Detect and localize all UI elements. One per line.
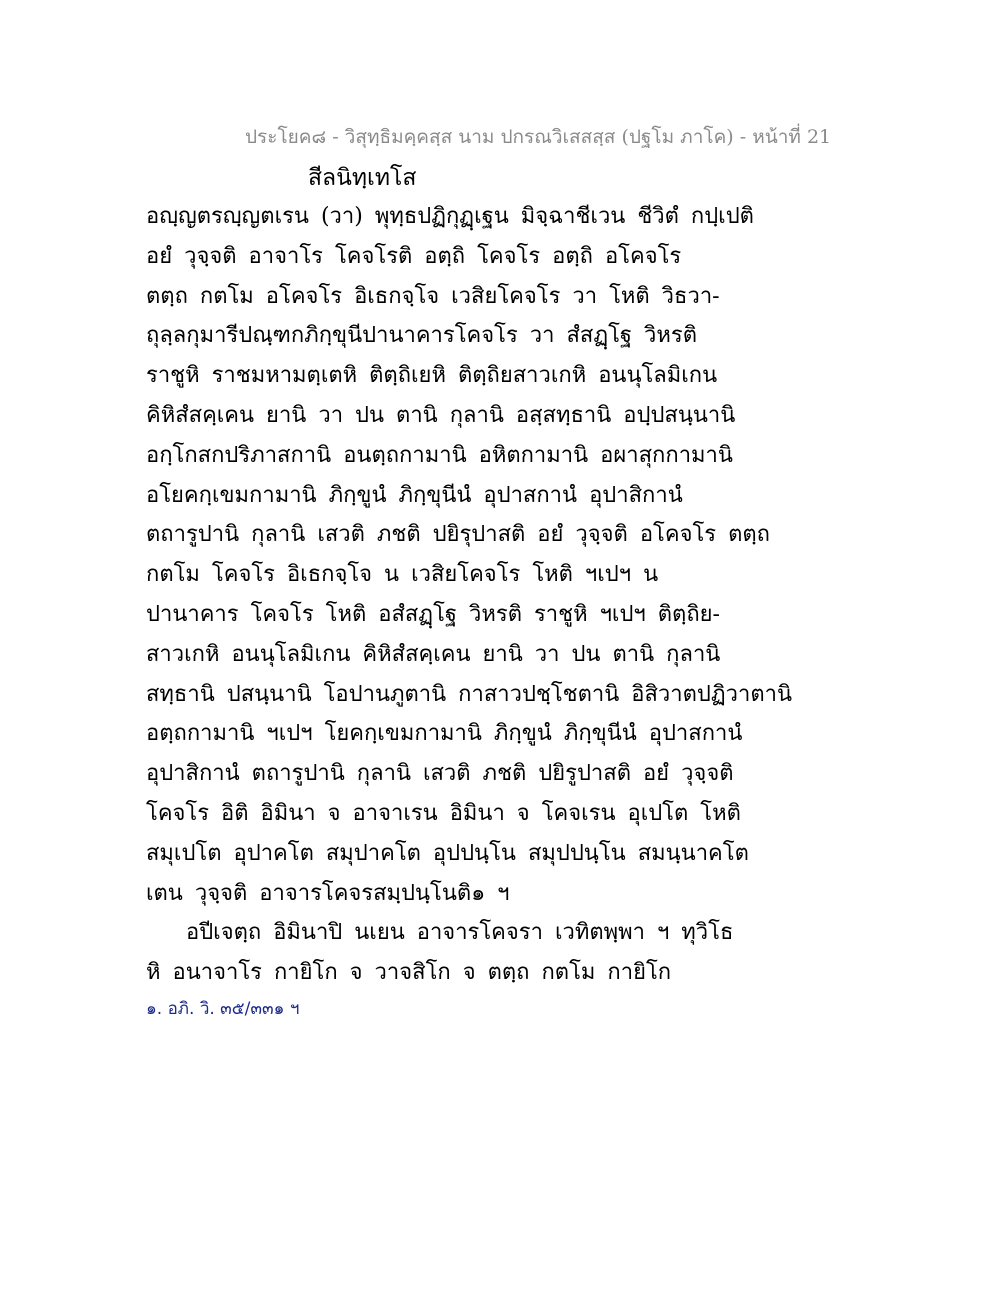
body-line: ถุลฺลกุมารีปณฺฑกภิกฺขุนีปานาคารโคจโร วา สํสฏฺโฐ วิหรติ xyxy=(146,323,698,349)
body-line: อโยคกฺเขมกามานิ ภิกฺขูนํ ภิกฺขุนีนํ อุปาสกานํ อุปาสิกานํ xyxy=(146,482,683,508)
body-line: อุปาสิกานํ ตถารูปานิ กุลานิ เสวติ ภชติ ปยิรูปาสติ อยํ วุจฺจติ xyxy=(146,761,734,787)
body-line: สทฺธานิ ปสนฺนานิ โอปานภูตานิ กาสาวปชฺโชตานิ อิสิวาตปฏิวาตานิ xyxy=(146,681,793,707)
body-line: ตตฺถ กตโม อโคจโร อิเธกจฺโจ เวสิยโคจโร วา โหติ วิธวา- xyxy=(146,283,720,309)
body-line: อกฺโกสกปริภาสกานิ อนตฺถกามานิ อหิตกามานิ อผาสุกกามานิ xyxy=(146,442,733,468)
body-line: สมุเปโต อุปาคโต สมุปาคโต อุปปนฺโน สมุปปนฺโน สมนฺนาคโต xyxy=(146,840,749,866)
body-line: หิ อนาจาโร กายิโก จ วาจสิโก จ ตตฺถ กตโม กายิโก xyxy=(146,960,672,986)
body-line: คิหิสํสคฺเคน ยานิ วา ปน ตานิ กุลานิ อสฺสทฺธานิ อปฺปสนฺนานิ xyxy=(146,402,736,428)
body-line: อตฺถกามานิ ฯเปฯ โยคกฺเขมกามานิ ภิกฺขูนํ ภิกฺขุนีนํ อุปาสกานํ xyxy=(146,721,743,747)
body-line: อยํ วุจฺจติ อาจาโร โคจโรติ อตฺถิ โคจโร อตฺถิ อโคจโร xyxy=(146,243,682,269)
body-line: ตถารูปานิ กุลานิ เสวติ ภชติ ปยิรุปาสติ อยํ วุจฺจติ อโคจโร ตตฺถ xyxy=(146,522,770,548)
body-line: อญฺญตรญฺญตเรน (วา) พุทฺธปฏิกุฏฺเฐน มิจฺฉาชีเวน ชีวิตํ กปฺเปติ xyxy=(146,204,754,229)
footnote: ๑. อภิ. วิ. ๓๕/๓๓๑ ฯ xyxy=(146,999,300,1019)
body-line: ปานาคาร โคจโร โหติ อสํสฏฺโฐ วิหรติ ราชูหิ ฯเปฯ ติตฺถิย- xyxy=(146,601,720,627)
body-line: เตน วุจฺจติ อาจารโคจรสมฺปนฺโนติ๑ ฯ xyxy=(146,880,510,906)
page-header: ประโยค๘ - วิสุทฺธิมคฺคสฺส นาม ปกรณวิเสสสฺส (ปฐโม ภาโค) - หน้าที่ 21 xyxy=(245,126,832,148)
body-line: สาวเกหิ อนนุโลมิเกน คิหิสํสคฺเคน ยานิ วา ปน ตานิ กุลานิ xyxy=(146,641,721,667)
body-line: กตโม โคจโร อิเธกจฺโจ น เวสิยโคจโร โหติ ฯเปฯ น xyxy=(146,562,659,588)
body-text xyxy=(146,197,793,993)
body-line: ราชูหิ ราชมหามตฺเตหิ ติตฺถิเยหิ ติตฺถิยสาวเกหิ อนนุโลมิเกน xyxy=(146,363,718,389)
body-line: โคจโร อิติ อิมินา จ อาจาเรน อิมินา จ โคจเรน อุเปโต โหติ xyxy=(146,800,741,826)
section-title: สีลนิทฺเทโส xyxy=(308,165,417,191)
body-line: อปีเจตฺถ อิมินาปิ นเยน อาจารโคจรา เวทิตพฺพา ฯ ทุวิโธ xyxy=(186,920,734,946)
